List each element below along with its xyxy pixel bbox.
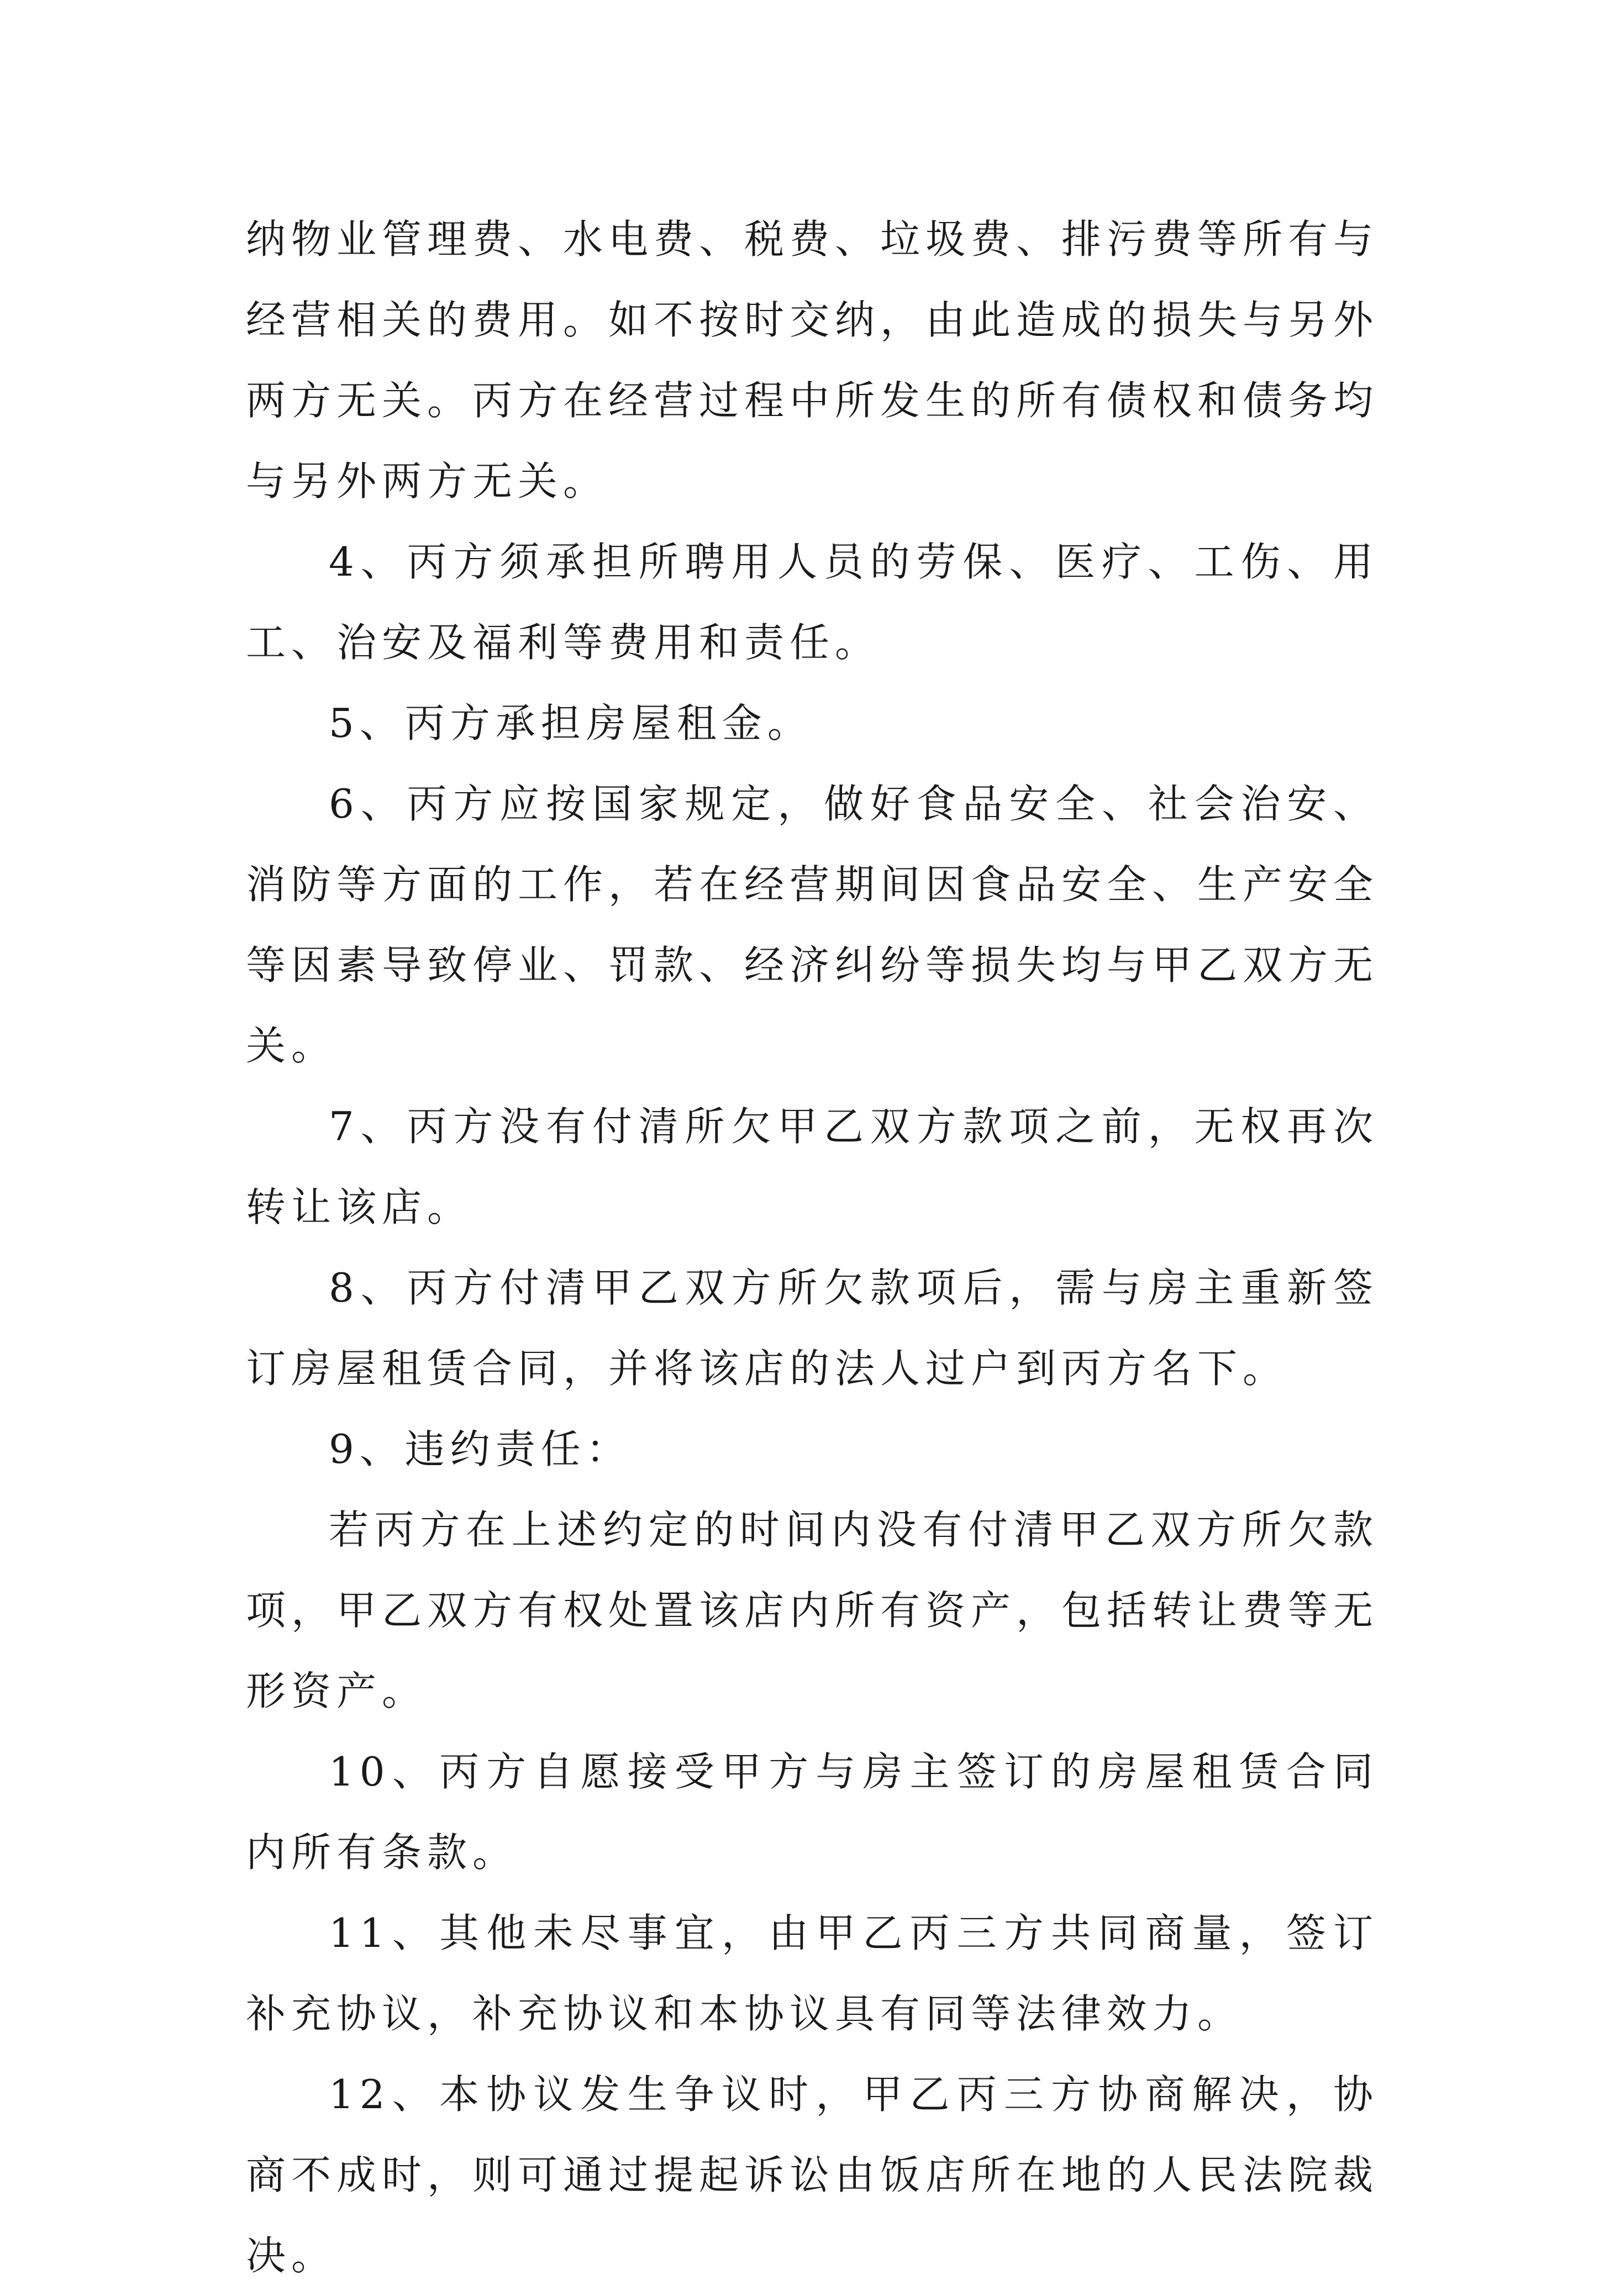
clause-10: 10、丙方自愿接受甲方与房主签订的房屋租赁合同内所有条款。	[246, 1749, 1379, 1876]
paragraph-continuation: 纳物业管理费、水电费、税费、垃圾费、排污费等所有与经营相关的费用。如不按时交纳，由此造成的损失与另外两方无关。丙方在经营过程中所发生的所有债权和债务均与另外两方无关。	[246, 216, 1379, 504]
clause-8: 8、丙方付清甲乙双方所欠款项后，需与房主重新签订房屋租赁合同，并将该店的法人过户到丙方名下。	[246, 1265, 1379, 1392]
document-body	[246, 199, 1379, 2296]
clause-11: 11、其他未尽事宜，由甲乙丙三方共同商量，签订补充协议，补充协议和本协议具有同等法律效力。	[246, 1910, 1379, 2037]
clause-12: 12、本协议发生争议时，甲乙丙三方协商解决，协商不成时，则可通过提起诉讼由饭店所在地的人民法院裁决。	[246, 2071, 1379, 2279]
clause-9-detail: 若丙方在上述约定的时间内没有付清甲乙双方所欠款项，甲乙双方有权处置该店内所有资产，包括转让费等无形资产。	[246, 1507, 1379, 1714]
clause-5: 5、丙方承担房屋租金。	[329, 700, 813, 746]
clause-9-heading: 9、违约责任：	[329, 1426, 632, 1472]
clause-4: 4、丙方须承担所聘用人员的劳保、医疗、工伤、用工、治安及福利等费用和责任。	[246, 539, 1379, 666]
clause-7: 7、丙方没有付清所欠甲乙双方款项之前，无权再次转让该店。	[246, 1103, 1379, 1230]
clause-6: 6、丙方应按国家规定，做好食品安全、社会治安、消防等方面的工作，若在经营期间因食品安全、生产安全等因素导致停业、罚款、经济纠纷等损失均与甲乙双方无关。	[246, 781, 1379, 1069]
